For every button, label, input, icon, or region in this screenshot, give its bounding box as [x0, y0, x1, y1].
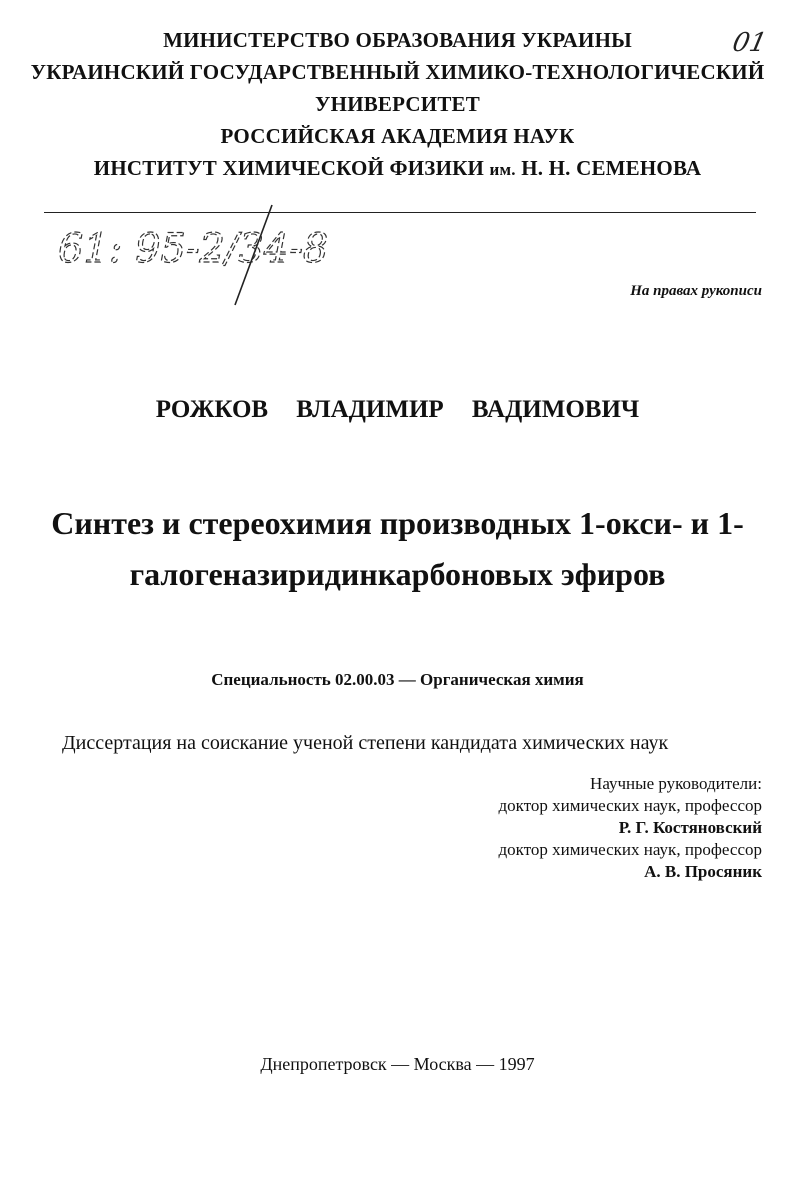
specialty: Специальность 02.00.03 — Органическая химия [211, 670, 584, 689]
header-institute [0, 156, 795, 181]
header-ministry: МИНИСТЕРСТВО ОБРАЗОВАНИЯ УКРАИНЫ [163, 28, 632, 52]
supervisors-heading: Научные руководители: [590, 774, 762, 793]
supervisor-2-title: доктор химических наук, профессор [498, 840, 762, 859]
author-name: РОЖКОВ ВЛАДИМИР ВАДИМОВИЧ [155, 396, 640, 423]
thesis-title-line2: галогеназиридинкарбоновых эфиров [129, 556, 666, 592]
degree-statement: Диссертация на соискание ученой степени кандидата химических наук [62, 732, 669, 754]
header-institute-main: ИНСТИТУТ ХИМИЧЕСКОЙ ФИЗИКИ [93, 156, 485, 180]
supervisor-2-name: А. В. Просяник [644, 862, 762, 881]
header-university-cont: УНИВЕРСИТЕТ [315, 92, 480, 116]
supervisors-block [499, 773, 762, 883]
header-academy: РОССИЙСКАЯ АКАДЕМИЯ НАУК [220, 124, 575, 148]
manuscript-note: На правах рукописи [630, 283, 762, 299]
supervisor-1-name: Р. Г. Костяновский [618, 818, 762, 837]
supervisor-1-title: доктор химических наук, профессор [498, 796, 762, 815]
handwritten-catalog-code [40, 200, 460, 320]
handwritten-code-text: 61: 95-2/34-8 [58, 226, 329, 272]
place-and-year: Днепропетровск — Москва — 1997 [260, 1054, 535, 1074]
header-university: УКРАИНСКИЙ ГОСУДАРСТВЕННЫЙ ХИМИКО-ТЕХНОЛОГИЧЕСКИЙ [30, 60, 765, 84]
header-institute-im: им. [489, 160, 516, 179]
header-institute-name: Н. Н. СЕМЕНОВА [521, 156, 702, 180]
handwritten-corner-mark: 01 [729, 28, 770, 58]
thesis-title-line1: Синтез и стереохимия производных 1-окси- и 1- [51, 505, 744, 541]
